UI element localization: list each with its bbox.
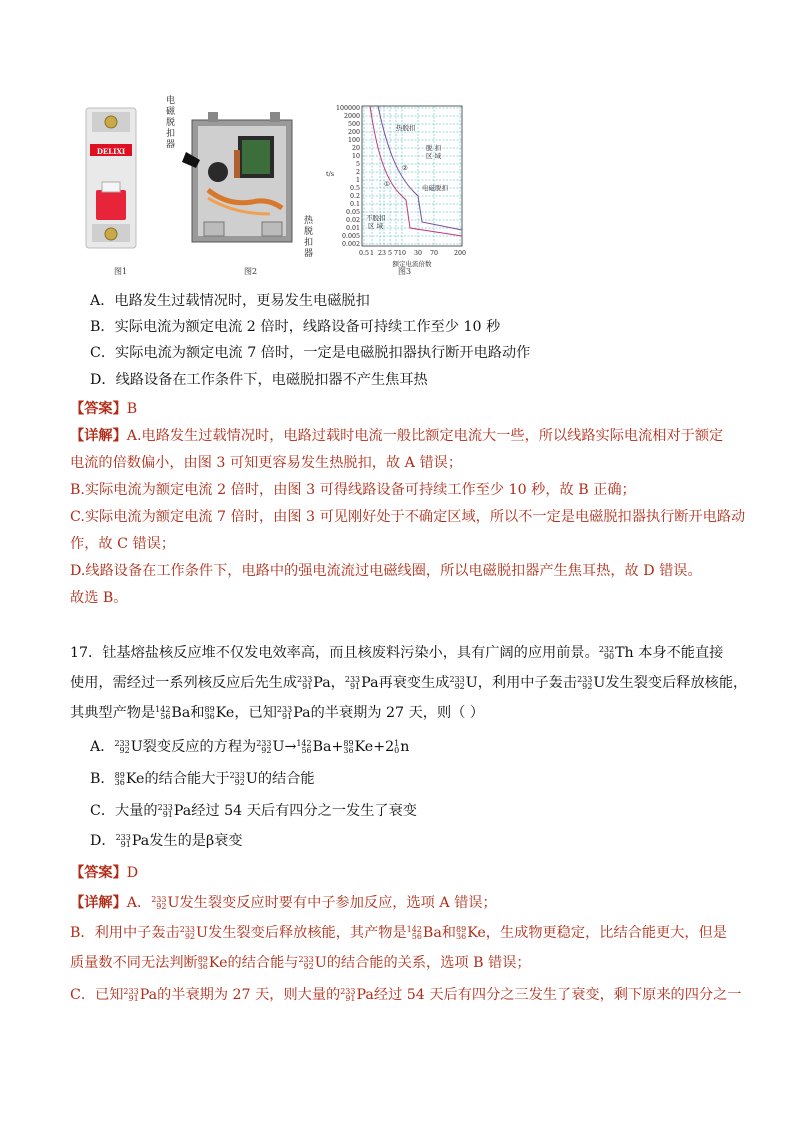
q17-option-b: B． 89 36 Ke的结合能大于 233 92 U的结合能	[90, 771, 315, 787]
y-tick-label: 0.002	[341, 241, 360, 248]
q17-detail-a: 【详解】A． 233 92 U发生裂变反应时要有中子参加反应，选项 A 错误；	[70, 895, 497, 911]
x-tick-label: 1	[369, 250, 375, 257]
y-tick-label: 200	[347, 129, 360, 136]
q17-detail-c: C．已知 233 91 Pa的半衰期为 27 天，则大量的 233 91 Pa经过 54 天后有四分之三发生了衰变，剩下原来的四分之一	[70, 987, 742, 1003]
q16-option-d: D．线路设备在工作条件下，电磁脱扣器不产生焦耳热	[90, 372, 428, 388]
y-tick-label: 0.1	[349, 201, 360, 208]
circuit-breaker-photo	[76, 104, 146, 256]
y-tick-label: 1	[355, 177, 360, 184]
q16-detail-line-4: C.实际电流为额定电流 7 倍时，由图 3 可见刚好处于不确定区域，所以不一定是电磁脱扣器执行断开电路动	[70, 509, 746, 525]
breaker-cutaway-diagram	[178, 110, 306, 250]
q16-detail-line-7: 故选 B。	[70, 590, 128, 606]
q16-detail-line-2: 电流的倍数偏小，由图 3 可知更容易发生热脱扣，故 A 错误；	[70, 455, 463, 471]
y-tick-label: 0.05	[345, 209, 360, 216]
figure-2-caption: 图2	[244, 267, 258, 276]
q16-detail-line-5: 作，故 C 错误；	[70, 536, 176, 552]
figure-3-caption: 图3	[398, 267, 412, 276]
q17-option-a: A． 233 92 U裂变反应的方程为 233 92 U→ 142 56 Ba+ 89 36 Ke+2 1 0 n	[90, 739, 410, 755]
figure-3	[322, 96, 472, 274]
q17-answer: 【答案】D	[70, 865, 139, 881]
q16-option-b: B．实际电流为额定电流 2 倍时，线路设备可持续工作至少 10 秒	[90, 319, 501, 335]
y-tick-label: 0.5	[349, 185, 360, 192]
circle-1-label: ①	[384, 180, 390, 188]
x-tick-label: 30	[413, 250, 423, 257]
magnetic-label: 电磁脱扣	[422, 184, 448, 192]
y-axis-label: t/s	[326, 170, 335, 178]
q17-option-c: C．大量的 233 91 Pa经过 54 天后有四分之一发生了衰变	[90, 803, 417, 819]
y-tick-label: 0.2	[349, 193, 360, 200]
y-tick-label: 500	[347, 121, 360, 128]
no-trip-label-2: 区 域	[368, 222, 384, 230]
y-tick-label: 5	[355, 161, 360, 168]
x-tick-label: 7	[393, 250, 399, 257]
x-tick-label: 10	[397, 250, 407, 257]
x-tick-label: 200	[453, 250, 467, 257]
q17-option-d: D． 233 91 Pa发生的是β衰变	[90, 833, 243, 849]
x-tick-label: 3	[381, 250, 387, 257]
x-tick-label: 2	[377, 250, 383, 257]
y-tick-label: 100000	[335, 105, 360, 112]
q17-detail-b-2: 质量数不同无法判断 89 36 Ke的结合能与 233 92 U的结合能的关系，选项 B 错误；	[70, 955, 531, 971]
time-current-chart	[322, 96, 472, 274]
magnetic-release-label: 电 磁 脱 扣 器	[166, 96, 176, 150]
thermal-label: 热脱扣	[396, 124, 416, 132]
q16-answer	[70, 398, 137, 420]
nuclide-th: 232 90	[598, 645, 615, 661]
q16-detail-line-1: 【详解】A.电路发生过载情况时，电路过载时电流一般比额定电流大一些，所以线路实际电流相对于额定	[70, 428, 724, 444]
thermal-release-label: 热 脱 扣 器	[304, 216, 314, 259]
x-tick-label: 5	[387, 250, 393, 257]
answer-tag: 【答案】	[70, 401, 127, 417]
y-tick-label: 0.01	[345, 225, 360, 232]
q16-option-a: A．电路发生过载情况时，更易发生电磁脱扣	[90, 293, 370, 309]
q17-detail-b-1: B．利用中子轰击 233 92 U发生裂变后释放核能，其产物是 142 56 Ba和 89 36 Ke，生成物更稳定，比结合能更大，但是	[70, 925, 727, 941]
y-tick-label: 100	[347, 137, 360, 144]
q16-option-c: C．实际电流为额定电流 7 倍时，一定是电磁脱扣器执行断开电路动作	[90, 345, 531, 361]
detail-tag: 【详解】	[70, 428, 127, 444]
q17-stem-line-1: 17．钍基熔盐核反应堆不仅发电效率高，而且核废料污染小，具有广阔的应用前景。 232 90 Th 本身不能直接	[70, 645, 724, 661]
x-tick-label: 0.5	[358, 250, 370, 257]
q16-detail-line-6: D.线路设备在工作条件下，电路中的强电流流过电磁线圈，所以电磁脱扣器产生焦耳热，故 D 错误。	[70, 563, 702, 579]
y-tick-label: 0.005	[341, 233, 360, 240]
figure-1	[76, 104, 146, 256]
no-trip-label-1: 不脱扣	[366, 214, 386, 222]
figure-1-caption: 图1	[114, 267, 128, 276]
svg-text:DELIXI: DELIXI	[96, 147, 126, 156]
trip-region-label-1: 脱 扣	[426, 144, 442, 152]
trip-region-label-2: 区 域	[426, 152, 442, 160]
y-tick-label: 2	[355, 169, 360, 176]
y-tick-label: 10	[351, 153, 360, 160]
x-axis-label: 额定电流倍数	[392, 260, 432, 268]
q16-detail-line-3: B.实际电流为额定电流 2 倍时，由图 3 可得线路设备可持续工作至少 10 秒，故 B 正确；	[70, 482, 636, 498]
q17-stem-line-2: 使用，需经过一系列核反应后先生成 233 91 Pa， 233 91 Pa再衰变生成 233 92 U，利用中子轰击 233 92 U发生裂变后释放核能，	[70, 675, 748, 691]
y-tick-label: 0.02	[345, 217, 360, 224]
y-tick-label: 20	[351, 145, 360, 152]
answer-value: B	[126, 401, 138, 417]
figure-2	[162, 96, 312, 261]
y-tick-label: 2000	[343, 113, 360, 120]
x-tick-label: 70	[429, 250, 439, 257]
circle-2-label: ②	[402, 164, 408, 172]
q17-stem-line-3: 其典型产物是 142 56 Ba和 89 36 Ke，已知 233 91 Pa的半衰期为 27 天，则（ ）	[70, 705, 485, 721]
